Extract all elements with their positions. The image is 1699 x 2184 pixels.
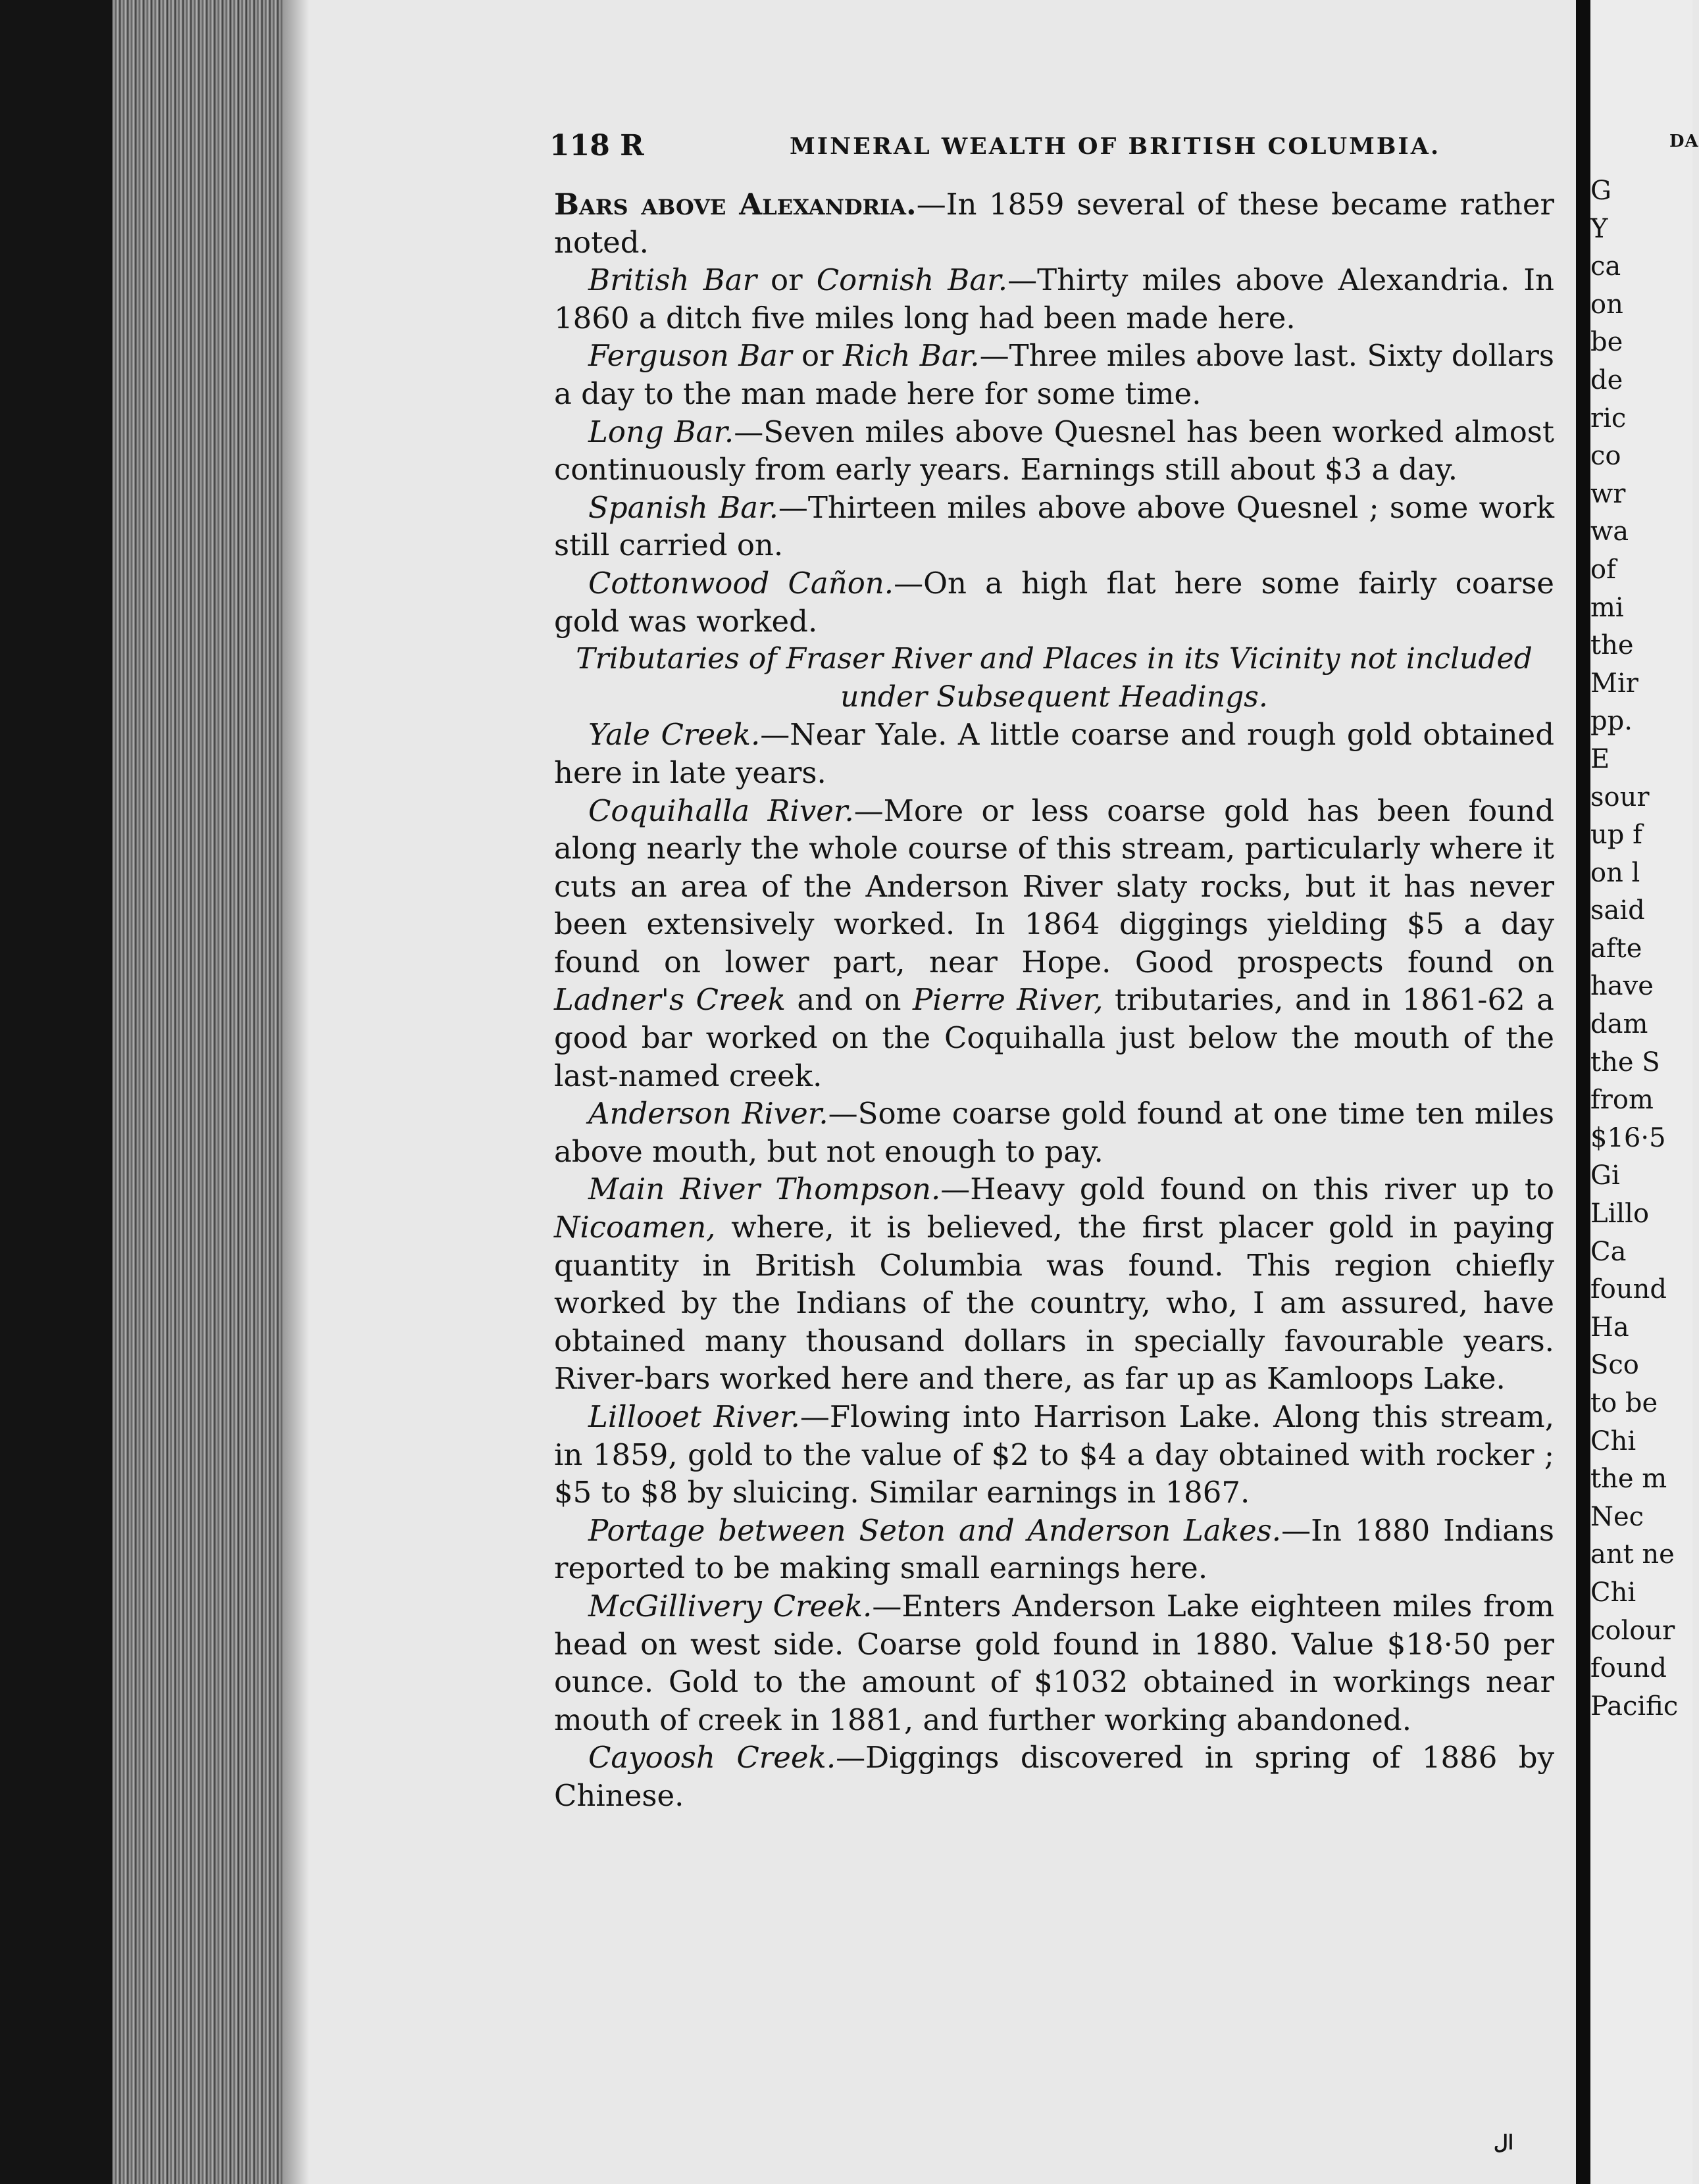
facing-page-line: on l (1590, 857, 1640, 888)
entry-text: —Diggings discovered in spring of 1886 by Chinese. (554, 1740, 1555, 1813)
entry-main-river-thompson (554, 1170, 1554, 1398)
facing-page-line: Mir (1590, 668, 1638, 699)
entry-british-bar (554, 261, 1554, 337)
intro-paragraph (554, 186, 1554, 261)
entry-title: Spanish Bar. (588, 489, 778, 525)
facing-page-line: Lillo (1590, 1199, 1650, 1229)
facing-page-line: up f (1590, 820, 1642, 851)
entry-title: Coquihalla River. (588, 793, 854, 828)
entry-text: —Some coarse gold found at one time ten miles above mouth, but not enough to pay. (554, 1096, 1554, 1169)
entry-title: Yale Creek. (588, 717, 761, 753)
text-block (554, 186, 1554, 1815)
facing-page-line: colour (1590, 1615, 1675, 1646)
facing-page-line: dam (1590, 1009, 1648, 1040)
facing-page-line: ant ne (1590, 1539, 1675, 1570)
facing-page-line: Gi (1590, 1160, 1620, 1191)
page-edge-shadow (283, 0, 309, 2184)
entry-text-2: where, it is believed, the first placer gold in paying quantity in British Columbia was found. This region chiefly worked by the Indians of the country, who, I am assured, have obtained many thousand dollars in specially favourable years. River-bars worked here and there, as far up as Kamloops Lake. (554, 1210, 1554, 1397)
intro-text: —In 1859 several of these became rather noted. (554, 187, 1554, 260)
entry-cottonwood-canon (554, 564, 1554, 640)
facing-page-line: G (1590, 176, 1611, 206)
facing-page-line: Pacific (1590, 1691, 1679, 1722)
entry-joiner: or (792, 338, 843, 374)
entry-title: British Bar (588, 262, 757, 298)
entry-text: —Enters Anderson Lake eighteen miles from head on west side. Coarse gold found in 1880. Value $18·50 per ounce. Gold to the amount of $1032 obtained in workings near mouth of creek in 1881, and further working abandoned. (554, 1588, 1554, 1737)
entry-joiner: or (757, 262, 817, 298)
entry-portage-seton-anderson (554, 1512, 1554, 1587)
entry-title-alt: Cornish Bar. (816, 262, 1008, 298)
facing-page-line: on (1590, 289, 1623, 320)
facing-page-line: of (1590, 554, 1616, 585)
facing-page-line: ric (1590, 403, 1627, 434)
entry-coquihalla-river (554, 792, 1554, 1095)
facing-page-line: afte (1590, 933, 1642, 964)
book-page (309, 0, 1576, 2184)
facing-page-line: wa (1590, 516, 1629, 547)
section-heading: Tributaries of Fraser River and Places in its Vicinity not included under Subsequent Headings. (576, 642, 1533, 714)
book-gutter (1576, 0, 1590, 2184)
facing-page-line: found (1590, 1274, 1667, 1305)
page-header (549, 129, 1444, 168)
entry-title-alt: Rich Bar. (842, 338, 980, 374)
entry-text-2: and on (786, 982, 913, 1018)
entry-text: —Flowing into Harrison Lake. Along this stream, in 1859, gold to the value of $2 to $4 a day obtained with rocker ; $5 to $8 by sluicing. Similar earnings in 1867. (554, 1399, 1554, 1510)
entry-title: McGillivery Creek. (588, 1588, 873, 1624)
facing-page-line: Chi (1590, 1426, 1636, 1456)
facing-page-line: pp. (1590, 706, 1633, 737)
facing-page-line: de (1590, 364, 1623, 395)
entry-title: Main River Thompson. (588, 1172, 941, 1207)
entry-mcgillivery-creek (554, 1587, 1554, 1739)
book-page-edges (112, 0, 283, 2184)
facing-page-line: $16·5 (1590, 1122, 1666, 1153)
entry-title-pierre-river: Pierre River, (912, 982, 1103, 1018)
entry-title-nicoamen: Nicoamen, (554, 1210, 716, 1245)
facing-page-line: from (1590, 1085, 1654, 1116)
entry-text: —More or less coarse gold has been found along nearly the whole course of this stream, particularly where it cuts an area of the Anderson River slaty rocks, but it has never been extensively worked. In 1864 diggings yielding $5 a day found on lower part, near Hope. Good prospects found on (554, 793, 1554, 980)
entry-text: —Thirteen miles above above Quesnel ; some work still carried on. (554, 489, 1554, 563)
facing-page-line: have (1590, 971, 1654, 1002)
intro-lead: Bars above Alexandria. (554, 187, 917, 222)
entry-cayoosh-creek (554, 1739, 1554, 1814)
entry-title: Lillooet River. (588, 1399, 800, 1434)
entry-text: —In 1880 Indians reported to be making small earnings here. (554, 1512, 1555, 1586)
facing-page-line: sour (1590, 782, 1650, 812)
entry-title: Anderson River. (588, 1096, 828, 1131)
entry-text: —On a high flat here some fairly coarse gold was worked. (554, 565, 1554, 639)
facing-page-line: ca (1590, 251, 1621, 282)
facing-page-line: said (1590, 895, 1645, 926)
entry-text: —Seven miles above Quesnel has been worked almost continuously from early years. Earnings still about $3 a day. (554, 414, 1554, 487)
facing-page-line: to be (1590, 1388, 1658, 1418)
entry-text-3: tributaries, and in 1861-62 a good bar worked on the Coquihalla just below the mouth of the last-named creek. (554, 982, 1555, 1093)
facing-page-line: found (1590, 1653, 1667, 1684)
entry-anderson-river (554, 1095, 1554, 1170)
facing-page-line: mi (1590, 592, 1624, 623)
scan-dark-margin (0, 0, 112, 2184)
entry-title: Long Bar. (588, 414, 734, 449)
facing-page-line: Chi (1590, 1577, 1636, 1608)
entry-text: —Thirty miles above Alexandria. In 1860 a ditch five miles long had been made here. (554, 262, 1554, 335)
facing-page-line: co (1590, 441, 1621, 472)
entry-lillooet-river (554, 1398, 1554, 1512)
facing-page-line: Ha (1590, 1312, 1629, 1343)
facing-page-line: Nec (1590, 1501, 1644, 1532)
facing-page-line: E (1590, 743, 1610, 774)
entry-yale-creek (554, 716, 1554, 791)
running-title: MINERAL WEALTH OF BRITISH COLUMBIA. (790, 133, 1441, 160)
entry-title-ladners-creek: Ladner's Creek (554, 982, 786, 1018)
facing-page (1590, 0, 1699, 2184)
entry-ferguson-bar (554, 337, 1554, 412)
facing-page-line: Sco (1590, 1350, 1639, 1381)
facing-page-line: wr (1590, 478, 1626, 509)
footer-mark: ال (1494, 2131, 1514, 2154)
facing-page-line: Y (1590, 213, 1608, 244)
facing-page-header: DA (1669, 132, 1699, 151)
facing-page-line: be (1590, 327, 1623, 358)
entry-text: —Near Yale. A little coarse and rough gold obtained here in late years. (554, 717, 1554, 790)
entry-long-bar (554, 413, 1554, 489)
facing-page-lines (1590, 172, 1678, 1725)
entry-title: Ferguson Bar (588, 338, 792, 374)
entry-spanish-bar (554, 489, 1554, 564)
facing-page-line: the S (1590, 1047, 1660, 1078)
entry-title: Cottonwood Cañon. (588, 565, 894, 601)
page-number: 118 R (549, 129, 644, 162)
entry-text: —Three miles above last. Sixty dollars a day to the man made here for some time. (554, 338, 1555, 411)
facing-page-line: the m (1590, 1464, 1667, 1495)
entry-title: Cayoosh Creek. (588, 1740, 836, 1775)
entry-title: Portage between Seton and Anderson Lakes. (588, 1512, 1282, 1548)
entry-text: —Heavy gold found on this river up to (940, 1172, 1554, 1207)
facing-page-line: the (1590, 630, 1634, 661)
facing-page-line: Ca (1590, 1236, 1627, 1267)
